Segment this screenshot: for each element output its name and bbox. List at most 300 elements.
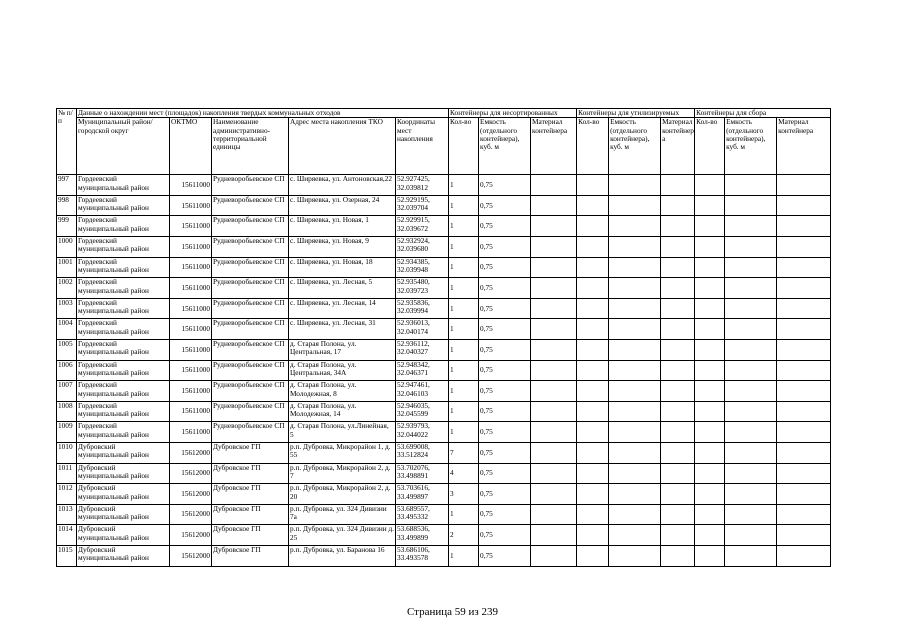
unit-cell: Рудневоробьевское СП xyxy=(212,216,289,237)
oktmo-cell: 15611000 xyxy=(170,175,212,196)
oktmo-cell: 15612000 xyxy=(170,525,212,546)
empty-cell xyxy=(777,340,831,361)
qty-cell: 4 xyxy=(449,463,479,484)
address-cell: р.п. Дубровка, Микрорайон 2, д. 20 xyxy=(289,484,396,505)
empty-cell xyxy=(695,401,725,422)
row-number: 1001 xyxy=(57,257,77,278)
district-cell: Гордеевский муниципальный район xyxy=(77,195,170,216)
oktmo-cell: 15611000 xyxy=(170,278,212,299)
empty-cell xyxy=(725,422,777,443)
empty-cell xyxy=(695,319,725,340)
volume-cell: 0,75 xyxy=(479,381,531,402)
coords-cell: 53.686106, 33.493578 xyxy=(396,545,449,566)
table-row xyxy=(57,525,831,546)
table-row xyxy=(57,443,831,464)
empty-cell xyxy=(725,381,777,402)
empty-cell xyxy=(577,298,609,319)
empty-cell xyxy=(777,237,831,258)
empty-cell xyxy=(725,525,777,546)
district-cell: Гордеевский муниципальный район xyxy=(77,381,170,402)
empty-cell xyxy=(661,545,695,566)
empty-cell xyxy=(695,237,725,258)
address-cell: с. Ширяевка, ул. Лесная, 5 xyxy=(289,278,396,299)
table-row xyxy=(57,504,831,525)
district-cell: Гордеевский муниципальный район xyxy=(77,401,170,422)
unit-cell: Дубровское ГП xyxy=(212,504,289,525)
empty-cell xyxy=(725,401,777,422)
address-cell: р.п. Дубровка, ул. 324 Дивизии 7а xyxy=(289,504,396,525)
empty-cell xyxy=(531,195,577,216)
oktmo-cell: 15611000 xyxy=(170,216,212,237)
header-qty: Кол-во xyxy=(449,118,479,175)
empty-cell xyxy=(695,195,725,216)
address-cell: р.п. Дубровка, ул. Баранова 16 xyxy=(289,545,396,566)
row-number: 1000 xyxy=(57,237,77,258)
table-row xyxy=(57,401,831,422)
address-cell: с. Ширяевка, ул. Антоновская,22 xyxy=(289,175,396,196)
oktmo-cell: 15612000 xyxy=(170,443,212,464)
empty-cell xyxy=(531,401,577,422)
empty-cell xyxy=(609,340,661,361)
empty-cell xyxy=(725,340,777,361)
empty-cell xyxy=(609,216,661,237)
coords-cell: 52.948342, 32.046371 xyxy=(396,360,449,381)
oktmo-cell: 15611000 xyxy=(170,237,212,258)
qty-cell: 2 xyxy=(449,525,479,546)
row-number: 1004 xyxy=(57,319,77,340)
empty-cell xyxy=(777,443,831,464)
empty-cell xyxy=(531,319,577,340)
empty-cell xyxy=(725,504,777,525)
address-cell: р.п. Дубровка, ул. 324 Дивизии д. 25 xyxy=(289,525,396,546)
empty-cell xyxy=(531,504,577,525)
coords-cell: 52.946035, 32.045599 xyxy=(396,401,449,422)
header-qty3: Кол-во xyxy=(695,118,725,175)
empty-cell xyxy=(531,175,577,196)
empty-cell xyxy=(777,545,831,566)
empty-cell xyxy=(531,216,577,237)
unit-cell: Дубровское ГП xyxy=(212,484,289,505)
row-number: 1008 xyxy=(57,401,77,422)
address-cell: с. Ширяевка, ул. Лесная, 14 xyxy=(289,298,396,319)
oktmo-cell: 15611000 xyxy=(170,422,212,443)
address-cell: р.п. Дубровка, Микрорайон 2, д. 7 xyxy=(289,463,396,484)
oktmo-cell: 15611000 xyxy=(170,360,212,381)
empty-cell xyxy=(577,195,609,216)
coords-cell: 53.688536, 33.499899 xyxy=(396,525,449,546)
header-unit: Наименование административно-территориальной единицы xyxy=(212,118,289,175)
qty-cell: 1 xyxy=(449,278,479,299)
coords-cell: 52.947461, 32.046103 xyxy=(396,381,449,402)
unit-cell: Дубровское ГП xyxy=(212,545,289,566)
oktmo-cell: 15612000 xyxy=(170,484,212,505)
empty-cell xyxy=(577,278,609,299)
qty-cell: 1 xyxy=(449,257,479,278)
district-cell: Гордеевский муниципальный район xyxy=(77,319,170,340)
district-cell: Дубровский муниципальный район xyxy=(77,443,170,464)
empty-cell xyxy=(531,381,577,402)
empty-cell xyxy=(695,257,725,278)
header-num: № п/п xyxy=(57,109,77,175)
empty-cell xyxy=(609,463,661,484)
row-number: 1003 xyxy=(57,298,77,319)
empty-cell xyxy=(695,422,725,443)
empty-cell xyxy=(609,484,661,505)
empty-cell xyxy=(725,360,777,381)
empty-cell xyxy=(725,175,777,196)
qty-cell: 1 xyxy=(449,422,479,443)
empty-cell xyxy=(695,278,725,299)
volume-cell: 0,75 xyxy=(479,257,531,278)
unit-cell: Дубровское ГП xyxy=(212,525,289,546)
empty-cell xyxy=(577,422,609,443)
oktmo-cell: 15611000 xyxy=(170,257,212,278)
unit-cell: Рудневоробьевское СП xyxy=(212,381,289,402)
empty-cell xyxy=(577,443,609,464)
header-group-recycle: Контейнеры для утилизируемых xyxy=(577,109,695,118)
qty-cell: 1 xyxy=(449,340,479,361)
coords-cell: 52.935836, 32.039994 xyxy=(396,298,449,319)
table-row xyxy=(57,278,831,299)
oktmo-cell: 15611000 xyxy=(170,298,212,319)
district-cell: Дубровский муниципальный район xyxy=(77,525,170,546)
empty-cell xyxy=(695,360,725,381)
table-row xyxy=(57,319,831,340)
unit-cell: Дубровское ГП xyxy=(212,463,289,484)
empty-cell xyxy=(531,443,577,464)
header-material2: Материал контейнер а xyxy=(661,118,695,175)
empty-cell xyxy=(777,360,831,381)
table-row xyxy=(57,340,831,361)
unit-cell: Рудневоробьевское СП xyxy=(212,298,289,319)
empty-cell xyxy=(661,443,695,464)
coords-cell: 52.939793, 32.044022 xyxy=(396,422,449,443)
district-cell: Гордеевский муниципальный район xyxy=(77,175,170,196)
qty-cell: 1 xyxy=(449,360,479,381)
district-cell: Гордеевский муниципальный район xyxy=(77,340,170,361)
empty-cell xyxy=(609,360,661,381)
row-number: 997 xyxy=(57,175,77,196)
district-cell: Дубровский муниципальный район xyxy=(77,504,170,525)
empty-cell xyxy=(661,463,695,484)
page-number: Страница 59 из 239 xyxy=(406,606,499,618)
volume-cell: 0,75 xyxy=(479,401,531,422)
empty-cell xyxy=(609,175,661,196)
district-cell: Гордеевский муниципальный район xyxy=(77,278,170,299)
volume-cell: 0,75 xyxy=(479,484,531,505)
empty-cell xyxy=(577,340,609,361)
empty-cell xyxy=(777,257,831,278)
empty-cell xyxy=(661,422,695,443)
empty-cell xyxy=(661,175,695,196)
volume-cell: 0,75 xyxy=(479,175,531,196)
coords-cell: 52.932924, 32.039680 xyxy=(396,237,449,258)
volume-cell: 0,75 xyxy=(479,278,531,299)
empty-cell xyxy=(577,504,609,525)
header-coords: Координаты мест накопления xyxy=(396,118,449,175)
row-number: 1014 xyxy=(57,525,77,546)
oktmo-cell: 15611000 xyxy=(170,195,212,216)
address-cell: д. Старая Полона, ул. Молодежная, 14 xyxy=(289,401,396,422)
empty-cell xyxy=(609,195,661,216)
volume-cell: 0,75 xyxy=(479,545,531,566)
address-cell: р.п. Дубровка, Микрорайон 1, д. 55 xyxy=(289,443,396,464)
coords-cell: 52.929195, 32.039704 xyxy=(396,195,449,216)
header-group-location: Данные о нахождении мест (площадок) накопления твердых коммунальных отходов xyxy=(77,109,449,118)
volume-cell: 0,75 xyxy=(479,340,531,361)
empty-cell xyxy=(661,360,695,381)
empty-cell xyxy=(695,216,725,237)
header-volume: Емкость (отдельного контейнера), куб. м xyxy=(479,118,531,175)
header-oktmo: ОКТМО xyxy=(170,118,212,175)
row-number: 998 xyxy=(57,195,77,216)
empty-cell xyxy=(609,319,661,340)
table-row xyxy=(57,257,831,278)
district-cell: Дубровский муниципальный район xyxy=(77,484,170,505)
empty-cell xyxy=(661,381,695,402)
empty-cell xyxy=(531,340,577,361)
empty-cell xyxy=(695,504,725,525)
empty-cell xyxy=(695,484,725,505)
empty-cell xyxy=(695,545,725,566)
volume-cell: 0,75 xyxy=(479,443,531,464)
oktmo-cell: 15611000 xyxy=(170,401,212,422)
empty-cell xyxy=(725,298,777,319)
empty-cell xyxy=(777,484,831,505)
unit-cell: Рудневоробьевское СП xyxy=(212,401,289,422)
empty-cell xyxy=(661,298,695,319)
header-address: Адрес места накопления ТКО xyxy=(289,118,396,175)
empty-cell xyxy=(777,319,831,340)
row-number: 1007 xyxy=(57,381,77,402)
empty-cell xyxy=(531,422,577,443)
oktmo-cell: 15611000 xyxy=(170,319,212,340)
empty-cell xyxy=(695,340,725,361)
empty-cell xyxy=(661,504,695,525)
row-number: 1009 xyxy=(57,422,77,443)
row-number: 1006 xyxy=(57,360,77,381)
empty-cell xyxy=(531,463,577,484)
qty-cell: 1 xyxy=(449,401,479,422)
oktmo-cell: 15612000 xyxy=(170,504,212,525)
address-cell: с. Ширяевка, ул. Новая, 9 xyxy=(289,237,396,258)
volume-cell: 0,75 xyxy=(479,525,531,546)
empty-cell xyxy=(661,216,695,237)
empty-cell xyxy=(531,484,577,505)
empty-cell xyxy=(777,278,831,299)
oktmo-cell: 15611000 xyxy=(170,381,212,402)
volume-cell: 0,75 xyxy=(479,216,531,237)
empty-cell xyxy=(531,525,577,546)
coords-cell: 52.936013, 32.040174 xyxy=(396,319,449,340)
empty-cell xyxy=(577,381,609,402)
empty-cell xyxy=(777,401,831,422)
empty-cell xyxy=(577,545,609,566)
district-cell: Гордеевский муниципальный район xyxy=(77,360,170,381)
row-number: 1015 xyxy=(57,545,77,566)
empty-cell xyxy=(777,175,831,196)
empty-cell xyxy=(661,195,695,216)
volume-cell: 0,75 xyxy=(479,195,531,216)
empty-cell xyxy=(725,545,777,566)
header-group-collect: Контейнеры для сбора xyxy=(695,109,831,118)
empty-cell xyxy=(609,525,661,546)
empty-cell xyxy=(725,216,777,237)
header-row-columns xyxy=(57,118,831,175)
qty-cell: 1 xyxy=(449,195,479,216)
empty-cell xyxy=(695,381,725,402)
volume-cell: 0,75 xyxy=(479,360,531,381)
row-number: 999 xyxy=(57,216,77,237)
empty-cell xyxy=(777,216,831,237)
coords-cell: 52.936112, 32.040327 xyxy=(396,340,449,361)
empty-cell xyxy=(531,298,577,319)
empty-cell xyxy=(577,463,609,484)
empty-cell xyxy=(577,484,609,505)
empty-cell xyxy=(609,257,661,278)
empty-cell xyxy=(577,237,609,258)
empty-cell xyxy=(725,257,777,278)
table-row xyxy=(57,484,831,505)
empty-cell xyxy=(725,463,777,484)
qty-cell: 1 xyxy=(449,216,479,237)
header-group-unsorted: Контейнеры для несортированных xyxy=(449,109,577,118)
empty-cell xyxy=(695,463,725,484)
qty-cell: 1 xyxy=(449,504,479,525)
empty-cell xyxy=(695,298,725,319)
qty-cell: 7 xyxy=(449,443,479,464)
unit-cell: Рудневоробьевское СП xyxy=(212,360,289,381)
district-cell: Дубровский муниципальный район xyxy=(77,463,170,484)
empty-cell xyxy=(777,525,831,546)
coords-cell: 52.934385, 32.039948 xyxy=(396,257,449,278)
unit-cell: Рудневоробьевское СП xyxy=(212,195,289,216)
empty-cell xyxy=(531,278,577,299)
unit-cell: Рудневоробьевское СП xyxy=(212,422,289,443)
coords-cell: 53.699008, 33.512824 xyxy=(396,443,449,464)
coords-cell: 53.703616, 33.499897 xyxy=(396,484,449,505)
empty-cell xyxy=(725,278,777,299)
coords-cell: 52.935480, 32.039723 xyxy=(396,278,449,299)
empty-cell xyxy=(609,504,661,525)
unit-cell: Рудневоробьевское СП xyxy=(212,237,289,258)
table-row xyxy=(57,360,831,381)
empty-cell xyxy=(777,504,831,525)
header-volume2: Емкость (отдельного контейнера), куб. м xyxy=(609,118,661,175)
table-row xyxy=(57,463,831,484)
row-number: 1011 xyxy=(57,463,77,484)
empty-cell xyxy=(777,195,831,216)
coords-cell: 52.929915, 32.039672 xyxy=(396,216,449,237)
empty-cell xyxy=(661,484,695,505)
empty-cell xyxy=(661,257,695,278)
empty-cell xyxy=(695,443,725,464)
address-cell: д. Старая Полона, ул. Молодежная, 8 xyxy=(289,381,396,402)
district-cell: Гордеевский муниципальный район xyxy=(77,216,170,237)
address-cell: д. Старая Полона, ул. Центральная, 17 xyxy=(289,340,396,361)
qty-cell: 1 xyxy=(449,237,479,258)
address-cell: д. Старая Полона, ул. Центральная, 34А xyxy=(289,360,396,381)
coords-cell: 53.689557, 33.495332 xyxy=(396,504,449,525)
empty-cell xyxy=(661,237,695,258)
address-cell: с. Ширяевка, ул. Новая, 18 xyxy=(289,257,396,278)
empty-cell xyxy=(609,381,661,402)
unit-cell: Рудневоробьевское СП xyxy=(212,257,289,278)
empty-cell xyxy=(725,195,777,216)
empty-cell xyxy=(725,443,777,464)
table-row xyxy=(57,381,831,402)
district-cell: Дубровский муниципальный район xyxy=(77,545,170,566)
empty-cell xyxy=(577,216,609,237)
empty-cell xyxy=(609,422,661,443)
unit-cell: Дубровское ГП xyxy=(212,443,289,464)
empty-cell xyxy=(661,525,695,546)
header-material: Материал контейнера xyxy=(531,118,577,175)
address-cell: с. Ширяевка, ул. Озерная, 24 xyxy=(289,195,396,216)
empty-cell xyxy=(531,545,577,566)
volume-cell: 0,75 xyxy=(479,237,531,258)
empty-cell xyxy=(609,545,661,566)
district-cell: Гордеевский муниципальный район xyxy=(77,298,170,319)
empty-cell xyxy=(661,319,695,340)
header-material3: Материал контейнера xyxy=(777,118,831,175)
volume-cell: 0,75 xyxy=(479,319,531,340)
qty-cell: 1 xyxy=(449,381,479,402)
empty-cell xyxy=(577,319,609,340)
district-cell: Гордеевский муниципальный район xyxy=(77,257,170,278)
district-cell: Гордеевский муниципальный район xyxy=(77,237,170,258)
volume-cell: 0,75 xyxy=(479,422,531,443)
empty-cell xyxy=(661,401,695,422)
empty-cell xyxy=(777,422,831,443)
table-row xyxy=(57,298,831,319)
header-qty2: Кол-во xyxy=(577,118,609,175)
empty-cell xyxy=(725,484,777,505)
empty-cell xyxy=(531,237,577,258)
table-row xyxy=(57,237,831,258)
district-cell: Гордеевский муниципальный район xyxy=(77,422,170,443)
empty-cell xyxy=(725,319,777,340)
qty-cell: 1 xyxy=(449,319,479,340)
qty-cell: 1 xyxy=(449,298,479,319)
empty-cell xyxy=(577,360,609,381)
address-cell: с. Ширяевка, ул. Лесная, 31 xyxy=(289,319,396,340)
oktmo-cell: 15611000 xyxy=(170,340,212,361)
volume-cell: 0,75 xyxy=(479,504,531,525)
table-row xyxy=(57,422,831,443)
row-number: 1010 xyxy=(57,443,77,464)
table-row xyxy=(57,195,831,216)
address-cell: с. Ширяевка, ул. Новая, 1 xyxy=(289,216,396,237)
oktmo-cell: 15612000 xyxy=(170,463,212,484)
empty-cell xyxy=(577,175,609,196)
empty-cell xyxy=(609,401,661,422)
row-number: 1002 xyxy=(57,278,77,299)
empty-cell xyxy=(777,298,831,319)
empty-cell xyxy=(531,257,577,278)
unit-cell: Рудневоробьевское СП xyxy=(212,175,289,196)
empty-cell xyxy=(695,175,725,196)
empty-cell xyxy=(531,360,577,381)
oktmo-cell: 15612000 xyxy=(170,545,212,566)
empty-cell xyxy=(609,278,661,299)
empty-cell xyxy=(725,237,777,258)
unit-cell: Рудневоробьевское СП xyxy=(212,278,289,299)
row-number: 1013 xyxy=(57,504,77,525)
waste-sites-table xyxy=(56,108,831,567)
empty-cell xyxy=(577,401,609,422)
empty-cell xyxy=(695,525,725,546)
